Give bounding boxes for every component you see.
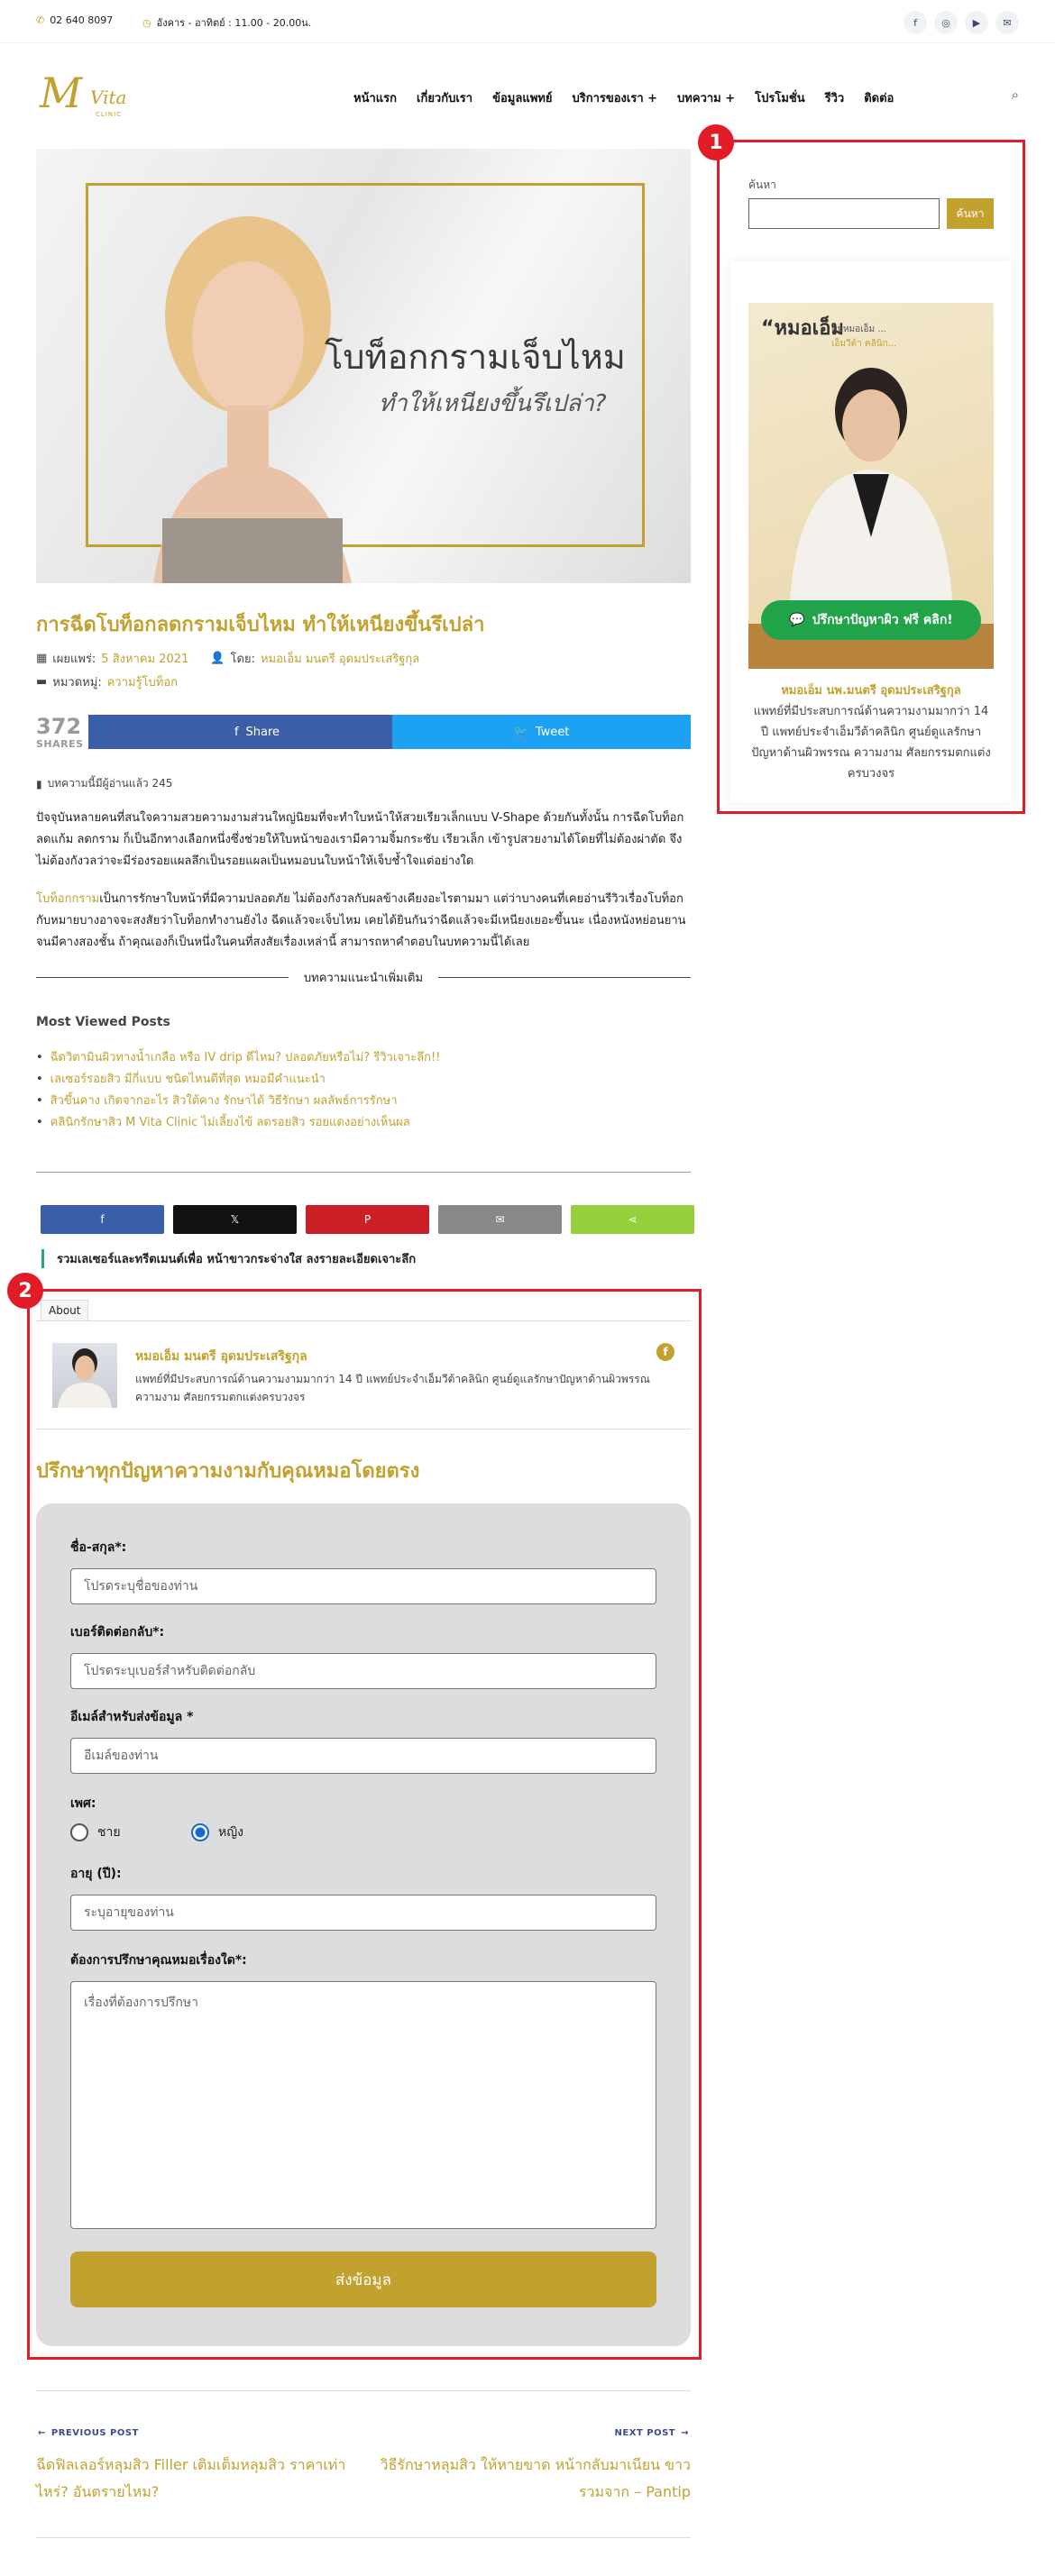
model-portrait	[135, 194, 370, 583]
consult-form-title: ปรึกษาทุกปัญหาความงามกับคุณหมอโดยตรง	[36, 1460, 420, 1483]
avatar	[52, 1343, 117, 1408]
topic-label: ต้องการปรึกษาคุณหมอเรื่องใด*:	[70, 1953, 247, 1968]
name-field[interactable]: โปรดระบุชื่อของท่าน	[70, 1568, 656, 1604]
post-category	[36, 672, 178, 691]
next-post-title[interactable]: วิธีรักษาหลุมสิว ให้หายขาด หน้ากลับมาเนียน ขาวรวมจาก – Pantip	[380, 2456, 691, 2500]
annotation-badge-2: 2	[7, 1273, 43, 1309]
next-post-text: NEXT POST	[614, 2428, 676, 2438]
post-nav-divider	[36, 2390, 691, 2391]
bar-chart-icon: ▮	[36, 777, 42, 790]
opening-hours	[142, 14, 311, 31]
doctor-photo	[781, 357, 961, 600]
gender-label: เพศ:	[70, 1796, 96, 1811]
ad-subtext-gold: เอ็มวีต้า คลินิก...	[831, 339, 897, 349]
social-links	[904, 11, 1019, 34]
line-consult-label: ปรึกษาปัญหาผิว ฟรี คลิก!	[812, 613, 953, 627]
radio-button[interactable]	[70, 1823, 88, 1841]
top-bar	[0, 0, 1055, 43]
line-icon: 💬	[789, 613, 805, 627]
share-icon[interactable]: ⋖	[571, 1205, 694, 1234]
previous-post-title[interactable]: ฉีดฟิลเลอร์หลุมสิว Filler เติมเต็มหลุมสิว ราคาเท่าไหร่? อันตรายไหม?	[36, 2456, 346, 2500]
user-icon: 👤	[210, 652, 225, 665]
nav-promotions[interactable]: โปรโมชั่น	[755, 92, 805, 105]
facebook-share-button[interactable]	[88, 715, 426, 749]
x-icon[interactable]: 𝕏	[173, 1205, 297, 1234]
author-avatar-image	[52, 1343, 117, 1408]
topic-textarea[interactable]: เรื่องที่ต้องการปรึกษา	[70, 1981, 656, 2229]
sidebar-search-label: ค้นหา	[748, 178, 776, 191]
about-divider	[36, 1320, 691, 1321]
most-viewed-item[interactable]: • สิวขึ้นคาง เกิดจากอะไร สิวใต้คาง รักษาได้ วิธีรักษา ผลลัพธ์การรักษา	[36, 1091, 440, 1112]
opening-hours-text: อังคาร - อาทิตย์ : 11.00 - 20.00น.	[156, 17, 312, 29]
share-row	[36, 715, 691, 753]
author-link[interactable]: หมอเอ็ม มนตรี อุดมประเสริฐกุล	[260, 653, 420, 666]
botox-jaw-link[interactable]: โบท็อกกราม	[36, 892, 100, 906]
nav-about[interactable]: เกี่ยวกับเรา	[417, 92, 473, 105]
facebook-icon[interactable]: f	[41, 1205, 164, 1234]
most-viewed-item[interactable]: • ฉีดวิตามินผิวทางน้ำเกลือ หรือ IV drip ดีไหม? ปลอดภัยหรือไม่? รีวิวเจาะลึก!!	[36, 1047, 440, 1069]
post-meta	[36, 649, 419, 668]
submit-button[interactable]: ส่งข้อมูล	[70, 2252, 656, 2307]
related-callout[interactable]: รวมเลเซอร์และทรีตเมนต์เพื่อ หน้าขาวกระจ่างใส ลงรายละเอียดเจาะลึก	[41, 1249, 416, 1268]
line-icon[interactable]: ✉	[995, 11, 1019, 34]
author-box-desc: แพทย์ที่มีประสบการณ์ด้านความงามมากว่า 14 ปี แพทย์ประจำเอ็มวีต้าคลินิก ศูนย์ดูแลรักษาปัญหาด้านผิวพรรณ ความงาม ศัลยกรรมตกแต่งครบวงจร	[135, 1373, 650, 1403]
logo-mark	[36, 68, 144, 122]
second-paragraph-text: เป็นการรักษาใบหน้าที่มีความปลอดภัย ไม่ต้องกังวลกับผลข้างเคียงอะไรตามมา แต่ว่าบางคนที่เคยอ่านรีวิวเรื่องโบท็อกกับหมายบางอาจจะสงสัยว่าโบท็อกทำงานยังไง ฉีดแล้วจะเจ็บไหม เคยได้ยินกันว่าฉีดแล้วจะมีเหนียงเยอะขึ้นนะ เนื่องหนังหย่อนยานจนมีคางสองชั้น ถ้าคุณเองก็เป็นหนึ่งในคนที่สงสัยเรื่องเหล่านี้ สามารถหาคำตอบในบทความนี้ได้เลย	[36, 892, 686, 949]
gender-female-label: หญิง	[218, 1825, 243, 1840]
nav-doctors[interactable]: ข้อมูลแพทย์	[492, 92, 553, 105]
share-count	[36, 715, 84, 750]
main-nav	[353, 88, 894, 107]
name-label: ชื่อ-สกุล*:	[70, 1540, 127, 1555]
twitter-icon: 🐦	[513, 725, 528, 739]
next-post-label[interactable]	[615, 2428, 689, 2438]
phone-label: เบอร์ติดต่อกลับ*:	[70, 1625, 165, 1640]
ad-quote: “หมอเอ็ม	[761, 317, 844, 340]
share-count-label: SHARES	[36, 738, 84, 750]
facebook-icon[interactable]: f	[904, 11, 927, 34]
phone-number: 02 640 8097	[50, 14, 114, 26]
sidebar-search-input[interactable]	[748, 198, 940, 229]
phone-icon: ✆	[36, 14, 45, 26]
published-date[interactable]: 5 สิงหาคม 2021	[101, 653, 189, 666]
phone-field[interactable]: โปรดระบุเบอร์สำหรับติดต่อกลับ	[70, 1653, 656, 1689]
post-title: การฉีดโบท็อกลดกรามเจ็บไหม ทำให้เหนียงขึ้นรึเปล่า	[36, 614, 485, 636]
radio-button-selected[interactable]	[191, 1823, 209, 1841]
recommended-divider	[36, 968, 691, 986]
nav-reviews[interactable]: รีวิว	[824, 92, 845, 105]
twitter-share-label: Tweet	[535, 725, 570, 739]
most-viewed-list	[36, 1047, 440, 1134]
hero-headline: โบท็อกกรามเจ็บไหม	[325, 337, 626, 377]
divider-line-right	[438, 977, 691, 978]
view-count-text: บทความนี้มีผู้อ่านแล้ว 245	[47, 777, 173, 790]
sidebar-search-button[interactable]: ค้นหา	[947, 198, 994, 229]
age-field[interactable]: ระบุอายุของท่าน	[70, 1895, 656, 1931]
author-label: โดย:	[230, 653, 255, 666]
gender-female-radio[interactable]	[191, 1822, 243, 1842]
doctor-ad-banner[interactable]	[748, 303, 994, 669]
gender-male-radio[interactable]	[70, 1822, 121, 1842]
twitter-share-button[interactable]	[392, 715, 691, 749]
section-divider	[36, 1172, 691, 1173]
nav-contact[interactable]: ติดต่อ	[864, 92, 894, 105]
search-icon[interactable]: ⌕	[1011, 87, 1019, 103]
share-count-number: 372	[36, 714, 82, 739]
gender-male-label: ชาย	[97, 1825, 121, 1840]
line-consult-button[interactable]	[761, 600, 981, 640]
nav-home[interactable]: หน้าแรก	[353, 92, 397, 105]
arrow-right-icon: →	[681, 2428, 689, 2438]
pinterest-icon[interactable]: P	[306, 1205, 429, 1234]
svg-text:Vita: Vita	[90, 87, 127, 108]
previous-post-text: PREVIOUS POST	[50, 2428, 139, 2438]
facebook-icon: f	[234, 725, 239, 739]
second-paragraph	[36, 889, 691, 954]
hero-subline: ทำให้เหนียงขึ้นรึเปล่า?	[379, 390, 607, 417]
nav-services[interactable]: บริการของเรา +	[572, 92, 658, 105]
most-viewed-title: Most Viewed Posts	[36, 1015, 170, 1029]
instagram-icon[interactable]: ◎	[934, 11, 958, 34]
youtube-icon[interactable]: ▶	[965, 11, 988, 34]
site-logo[interactable]	[36, 68, 144, 122]
previous-post-label[interactable]	[38, 2428, 139, 2438]
author-box-name[interactable]: หมอเอ็ม มนตรี อุดมประเสริฐกุล	[135, 1349, 307, 1364]
featured-image	[36, 149, 691, 583]
recommended-divider-text: บทความแนะนำเพิ่มเติม	[303, 972, 424, 985]
phone-contact[interactable]	[36, 14, 113, 26]
category-label: หมวดหมู่:	[52, 676, 102, 690]
clock-icon: ◷	[142, 16, 151, 29]
category-link[interactable]: ความรู้โบท็อก	[106, 676, 179, 690]
most-viewed-item[interactable]: • เลเซอร์รอยสิว มีกี่แบบ ชนิดไหนดีที่สุด หมอมีคำแนะนำ	[36, 1069, 440, 1091]
view-count	[36, 775, 172, 792]
svg-text:CLINIC: CLINIC	[96, 111, 123, 118]
most-viewed-item[interactable]: • คลินิกรักษาสิว M Vita Clinic ไม่เลี้ยงไข้ ลดรอยสิว รอยแดงอย่างเห็นผล	[36, 1112, 440, 1134]
age-label: อายุ (ปี):	[70, 1867, 122, 1881]
arrow-left-icon: ←	[38, 2428, 46, 2438]
bottom-share-buttons	[41, 1205, 694, 1234]
tab-about[interactable]: About	[41, 1300, 88, 1320]
email-label: อีเมล์สำหรับส่งข้อมูล *	[70, 1710, 194, 1724]
post-nav-divider-bottom	[36, 2537, 691, 2538]
ad-subtext: พบหมอเอ็ม ...	[831, 324, 886, 334]
about-divider-bottom	[36, 1429, 691, 1430]
svg-text:M: M	[40, 69, 83, 117]
intro-paragraph: ปัจจุบันหลายคนที่สนใจความสวยความงามส่วนใหญ่นิยมที่จะทำใบหน้าให้สวยเรียวเล็กแบบ V-Shape ด้วยกันทั้งนั้น การฉีดโบท็อกลดแก้ม ลดกราม ก็เป็นอีกทางเลือกหนึ่งซึ่งช่วยให้ใบหน้าของเรามีความจิ้มกระชับ เรียวเล็ก เข้ารูปสวยงามได้โดยที่ไม่ต้องผ่าตัด จึงไม่ต้องกังวลว่าจะมีร่องรอยแผลลึกเป็นรอยแผลเป็นหมอบนใบหน้าให้เจ็บช้ำใจแต่อย่างใด	[36, 811, 684, 868]
annotation-badge-1: 1	[698, 124, 734, 160]
email-field[interactable]: อีเมล์ของท่าน	[70, 1738, 656, 1774]
calendar-icon: ▦	[36, 652, 48, 665]
published-label: เผยแพร่:	[52, 653, 96, 666]
folder-icon: ▬	[36, 675, 48, 689]
facebook-icon[interactable]: f	[656, 1343, 674, 1361]
sidebar-doctor-desc: แพทย์ที่มีประสบการณ์ด้านความงามมากว่า 14 ปี แพทย์ประจำเอ็มวีต้าคลินิก ศูนย์ดูแลรักษาปัญหาด้านผิวพรรณ ความงาม ศัลยกรรมตกแต่งครบวงจร	[751, 705, 991, 781]
facebook-share-label: Share	[245, 725, 280, 739]
email-icon[interactable]: ✉	[438, 1205, 562, 1234]
sidebar-doctor-name: หมอเอ็ม นพ.มนตรี อุดมประเสริฐกุล	[781, 684, 961, 698]
nav-articles[interactable]: บทความ +	[677, 92, 736, 105]
